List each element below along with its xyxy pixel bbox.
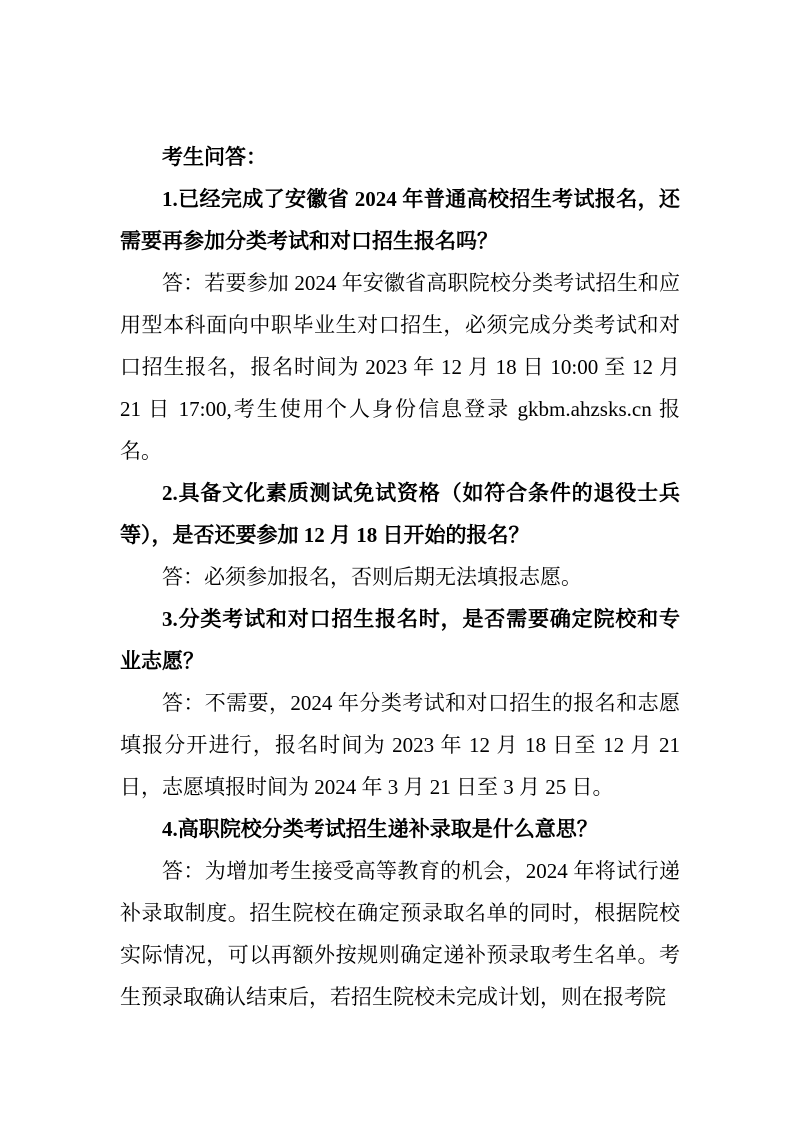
answer-2: 答：必须参加报名，否则后期无法填报志愿。: [162, 565, 582, 589]
answer-4: 答：为增加考生接受高等教育的机会，2024 年将试行递补录取制度。招生院校在确定预录取名单的同时，根据院校实际情况，可以再额外按规则确定递补预录取考生名单。考生预录取确认结束后，若招生院校未完成计划，则在报考院: [120, 859, 680, 1009]
document-heading: 考生问答：: [162, 145, 267, 169]
question-3: 3.分类考试和对口招生报名时，是否需要确定院校和专业志愿？: [120, 607, 680, 673]
question-2: 2.具备文化素质测试免试资格（如符合条件的退役士兵等），是否还要参加 12 月 18 日开始的报名？: [120, 481, 680, 547]
question-4: 4.高职院校分类考试招生递补录取是什么意思？: [162, 817, 598, 841]
answer-1: 答：若要参加 2024 年安徽省高职院校分类考试招生和应用型本科面向中职毕业生对口招生，必须完成分类考试和对口招生报名，报名时间为 2023 年 12 月 18 日 10:00 至 12 月 21 日 17:00,考生使用个人身份信息登录 gkbm.ahzsks.cn 报名。: [120, 271, 680, 463]
answer-3: 答：不需要，2024 年分类考试和对口招生的报名和志愿填报分开进行，报名时间为 2023 年 12 月 18 日至 12 月 21 日，志愿填报时间为 2024 年 3 月 21 日至 3 月 25 日。: [120, 691, 680, 799]
question-1: 1.已经完成了安徽省 2024 年普通高校招生考试报名，还需要再参加分类考试和对口招生报名吗？: [120, 187, 680, 253]
